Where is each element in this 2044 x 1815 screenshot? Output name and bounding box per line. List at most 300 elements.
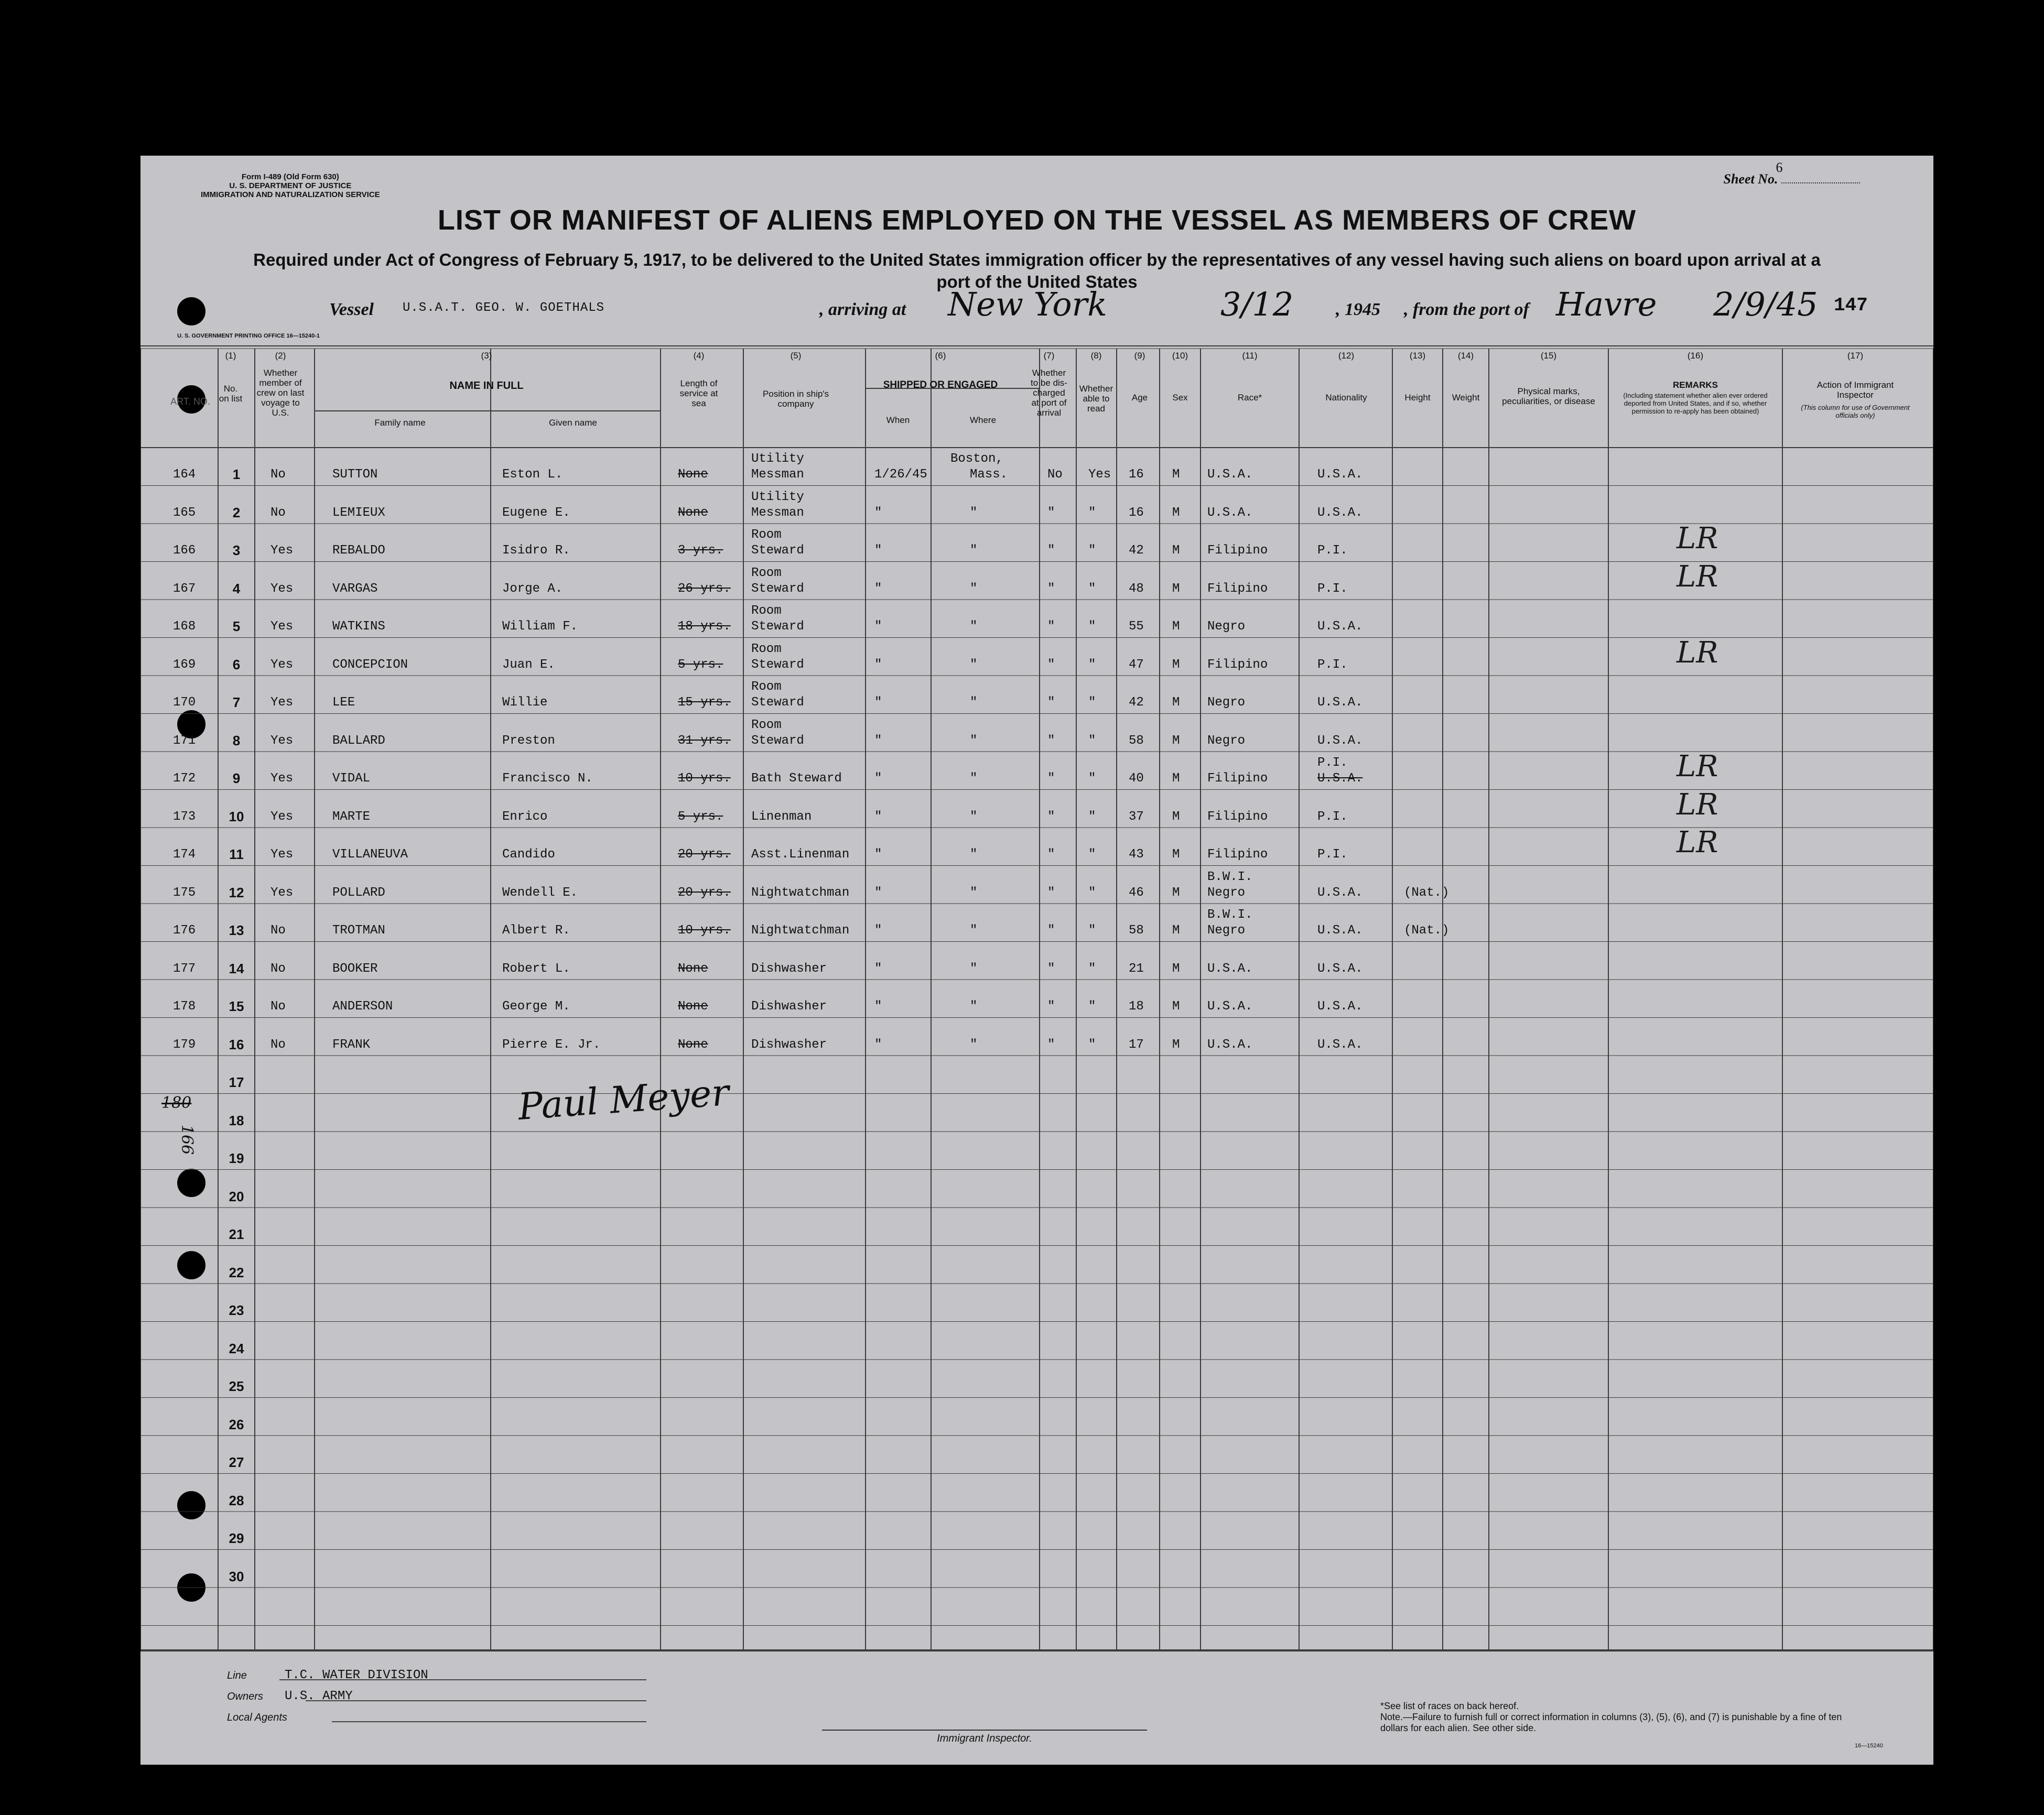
service-length: None [678,505,708,520]
given-name: Pierre E. Jr. [502,1037,601,1052]
service-length: 3 yrs. [678,544,723,558]
able-to-read: " [1088,620,1096,634]
family-name: TROTMAN [332,923,385,938]
height: (Nat.) [1404,885,1450,900]
col16-number: (16) [1687,351,1704,361]
col13-header: Height [1404,393,1431,403]
col11-number: (11) [1242,351,1258,361]
col12-header: Nationality [1325,393,1367,403]
row-number: 7 [232,694,241,710]
local-agents-label: Local Agents [227,1712,287,1723]
nationality: U.S.A. [1317,468,1363,482]
row-number: 13 [229,922,244,938]
nationality: U.S.A. [1317,1037,1363,1052]
col2-number: (2) [275,351,286,361]
service-length: 10 yrs. [678,771,731,786]
col4-number: (4) [693,351,705,361]
last-voyage: No [271,468,286,482]
family-name: VIDAL [332,771,371,786]
nationality: U.S.A. [1317,885,1363,900]
shipped-when: " [874,923,882,938]
nationality: P.I. [1317,809,1348,824]
col11-header: Race* [1237,393,1262,403]
margin-note: 166 [178,1124,197,1155]
art-number: 172 [173,771,196,786]
row-number: 18 [229,1112,244,1128]
shipped-where-line2: " [970,620,978,634]
given-name: Willie [502,695,548,710]
col8-header: Whether able to read [1079,384,1113,414]
department-name: U. S. DEPARTMENT OF JUSTICE [229,181,352,190]
discharged: " [1047,847,1055,862]
shipped-when: " [874,1037,882,1052]
footer-notes [1380,1701,1852,1734]
nationality: U.S.A. [1317,999,1363,1014]
service-length: 20 yrs. [678,885,731,900]
remarks-initials: LR [1677,521,1718,556]
col9-header: Age [1131,393,1148,403]
page-subtitle: Required under Act of Congress of February 5, 1917, to be delivered to the United States immigration officer by the representatives of any vessel having such aliens on board upon arrival at a port of the United States [253,250,1821,291]
family-name: WATKINS [332,620,385,634]
discharged: " [1047,1037,1055,1052]
sex: M [1172,847,1180,862]
remarks-initials: LR [1677,825,1718,860]
col15-header: Physical marks, peculiarities, or disease [1502,386,1595,406]
form-number: Form I-489 (Old Form 630) [241,172,339,181]
family-name: BALLARD [332,733,385,748]
row-number: 23 [229,1302,244,1318]
nationality: P.I. [1317,544,1348,558]
row-number: 30 [229,1568,244,1584]
race: U.S.A. [1207,468,1253,482]
shipped-where-line2: " [970,885,978,900]
last-voyage: Yes [271,695,294,710]
last-voyage: Yes [271,847,294,862]
row-number: 4 [232,580,241,596]
art-number: 166 [173,544,196,558]
nationality: P.I. [1317,581,1348,596]
position-line2: Steward [751,695,804,710]
service-length: None [678,1037,708,1052]
age: 58 [1129,733,1144,748]
sex: M [1172,544,1180,558]
able-to-read: " [1088,581,1096,596]
discharged: " [1047,657,1055,672]
age: 43 [1129,847,1144,862]
able-to-read: " [1088,809,1096,824]
art-number: 167 [173,581,196,596]
shipped-where-line2: " [970,657,978,672]
family-name: POLLARD [332,885,385,900]
last-voyage: Yes [271,620,294,634]
position-line1: Room [751,718,782,732]
discharged: " [1047,505,1055,520]
given-name: Eston L. [502,468,563,482]
arriving-date: 3/12 [1220,285,1294,323]
age: 16 [1129,505,1144,520]
nationality: U.S.A. [1317,733,1363,748]
discharged: " [1047,809,1055,824]
row-number: 28 [229,1492,244,1508]
shipped-where-line2: " [970,581,978,596]
family-name: REBALDO [332,544,385,558]
family-name: CONCEPCION [332,657,408,672]
last-voyage: No [271,923,286,938]
able-to-read: " [1088,733,1096,748]
family-name: SUTTON [332,468,378,482]
given-name: Eugene E. [502,505,570,520]
shipped-when: " [874,885,882,900]
last-voyage: No [271,505,286,520]
age: 48 [1129,581,1144,596]
given-name: Enrico [502,809,548,824]
row-number: 27 [229,1454,244,1470]
family-name: VILLANEUVA [332,847,408,862]
position-line2: Dishwasher [751,999,827,1014]
able-to-read: " [1088,771,1096,786]
shipped-when: " [874,620,882,634]
race: U.S.A. [1207,999,1253,1014]
age: 17 [1129,1037,1144,1052]
arriving-label: , arriving at [819,300,906,319]
discharged: " [1047,733,1055,748]
service-length: 18 yrs. [678,620,731,634]
arrival-year: , 1945 [1336,300,1380,319]
nationality: P.I. [1317,847,1348,862]
col2-header: Whether member of crew on last voyage to U.S. [256,368,305,418]
from-port: Havre [1556,285,1657,323]
col5-number: (5) [790,351,802,361]
row-number: 12 [229,884,244,900]
discharged: " [1047,544,1055,558]
able-to-read: " [1088,657,1096,672]
able-to-read: Yes [1088,468,1111,482]
remarks-initials: LR [1677,749,1718,784]
race: U.S.A. [1207,1037,1253,1052]
art-number: 171 [173,733,196,748]
age: 58 [1129,923,1144,938]
col12-number: (12) [1338,351,1355,361]
family-name: LEMIEUX [332,505,385,520]
race: Negro [1207,733,1246,748]
shipped-when: " [874,695,882,710]
last-voyage: Yes [271,544,294,558]
age: 46 [1129,885,1144,900]
form-code: 16—15240 [1855,1743,1883,1749]
art-number: 173 [173,809,196,824]
from-port-label: , from the port of [1404,300,1529,319]
race: Negro [1207,695,1246,710]
position-line2: Dishwasher [751,961,827,976]
line-underline [279,1679,646,1680]
position-line2: Steward [751,620,804,634]
able-to-read: " [1088,999,1096,1014]
position-line2: Messman [751,468,804,482]
sex: M [1172,733,1180,748]
sex: M [1172,505,1180,520]
race: U.S.A. [1207,505,1253,520]
last-voyage: Yes [271,885,294,900]
sex: M [1172,581,1180,596]
family-name: MARTE [332,809,371,824]
row-number: 29 [229,1530,244,1546]
remarks-initials: LR [1677,559,1718,594]
nationality: U.S.A. [1317,961,1363,976]
last-voyage: Yes [271,581,294,596]
race: Negro [1207,923,1246,938]
position-line2: Steward [751,581,804,596]
nationality: P.I. [1317,657,1348,672]
row-number: 3 [232,542,241,558]
position-line2: Nightwatchman [751,885,850,900]
shipped-where-line2: " [970,999,978,1014]
row-number: 22 [229,1264,244,1280]
age: 18 [1129,999,1144,1014]
col14-header: Weight [1452,393,1480,403]
discharged: " [1047,885,1055,900]
service-length: 5 yrs. [678,657,723,672]
nationality: U.S.A. [1317,923,1363,938]
sex: M [1172,468,1180,482]
sheet-number [1723,160,1861,187]
shipped-where-line2: " [970,695,978,710]
art-no-header: ART. NO. [170,396,210,407]
service-length: 5 yrs. [678,809,723,824]
given-name: Juan E. [502,657,555,672]
given-name: Francisco N. [502,771,593,786]
row-number: 16 [229,1036,244,1052]
position-line1: Room [751,604,782,618]
footer-fields [227,1665,428,1728]
given-name: Wendell E. [502,885,578,900]
service-length: None [678,961,708,976]
able-to-read: " [1088,505,1096,520]
row-number: 11 [229,846,244,862]
col17-header: Action of Immigrant Inspector [1816,380,1894,400]
position-line2: Messman [751,505,804,520]
printing-office-note: U. S. GOVERNMENT PRINTING OFFICE 16—15240-1 [177,333,320,339]
sheet-number-value: 6 [1776,160,1783,175]
discharged: " [1047,961,1055,976]
art-number: 165 [173,505,196,520]
art-number: 179 [173,1037,196,1052]
owners-label: Owners [227,1691,263,1702]
able-to-read: " [1088,961,1096,976]
manifest-sheet [140,156,1933,1765]
shipped-where-line2: " [970,544,978,558]
race: Filipino [1207,809,1268,824]
where-header: Where [969,415,997,425]
position-line1: Room [751,642,782,656]
row-number: 24 [229,1340,244,1356]
owners-underline [306,1700,646,1701]
service-length: None [678,468,708,482]
shipped-where-line2: " [970,809,978,824]
service-length: 15 yrs. [678,695,731,710]
col3-header: NAME IN FULL [449,380,524,392]
age: 55 [1129,620,1144,634]
position-line1: Room [751,566,782,580]
art-number: 168 [173,620,196,634]
nationality: U.S.A. [1317,695,1363,710]
col10-number: (10) [1172,351,1188,361]
art-number: 169 [173,657,196,672]
row-number: 21 [229,1226,244,1242]
col6-number: (6) [935,351,946,361]
position-line2: Dishwasher [751,1037,827,1052]
given-name: Albert R. [502,923,570,938]
col17-number: (17) [1847,351,1864,361]
family-name-header: Family name [374,418,426,428]
col8-number: (8) [1090,351,1102,361]
col17-subheader: (This column for use of Government officials only) [1801,404,1910,419]
races-note: *See list of races on back hereof. [1380,1701,1519,1711]
col16-subheader: (Including statement whether alien ever ordered deported from United States, and if so, whether permission to re-apply has been obtained) [1623,392,1768,415]
col9-number: (9) [1134,351,1145,361]
row-number: 15 [229,998,244,1014]
able-to-read: " [1088,1037,1096,1052]
discharged: " [1047,771,1055,786]
sex: M [1172,620,1180,634]
able-to-read: " [1088,847,1096,862]
sex: M [1172,695,1180,710]
service-length: 31 yrs. [678,733,731,748]
col14-number: (14) [1457,351,1474,361]
race: Filipino [1207,581,1268,596]
shipped-when: " [874,657,882,672]
service-length: 26 yrs. [678,581,731,596]
family-name: LEE [332,695,355,710]
nationality: U.S.A. [1317,620,1363,634]
last-voyage: No [271,1037,286,1052]
arriving-port: New York [948,285,1107,323]
able-to-read: " [1088,885,1096,900]
shipped-when: " [874,961,882,976]
last-voyage: No [271,999,286,1014]
row-number: 5 [232,618,241,634]
row-number: 17 [229,1074,244,1090]
immigrant-inspector-signature-line: Immigrant Inspector. [822,1730,1147,1745]
race: Filipino [1207,657,1268,672]
art-number: 174 [173,847,196,862]
age: 47 [1129,657,1144,672]
shipped-when: " [874,505,882,520]
punch-hole [177,297,206,325]
race: Negro [1207,620,1246,634]
sex: M [1172,771,1180,786]
col5-header: Position in ship's company [762,389,829,409]
position-line1: Room [751,680,782,694]
given-name: Candido [502,847,555,862]
able-to-read: " [1088,544,1096,558]
sheet-number-label: Sheet No. [1723,171,1778,187]
position-line1: Utility [751,452,804,466]
shipped-when: " [874,544,882,558]
race: U.S.A. [1207,961,1253,976]
age: 40 [1129,771,1144,786]
position-line2: Asst.Linenman [751,847,850,862]
row-number: 2 [232,504,241,520]
given-name: Robert L. [502,961,570,976]
shipped-where-line2: " [970,771,978,786]
shipped-when: " [874,733,882,748]
line-value: T.C. WATER DIVISION [285,1668,428,1682]
shipped-when: 1/26/45 [874,468,927,482]
race: Filipino [1207,771,1268,786]
sex: M [1172,923,1180,938]
discharged: " [1047,695,1055,710]
service-length: 10 yrs. [678,923,731,938]
art-number: 176 [173,923,196,938]
nationality: U.S.A. [1317,771,1363,786]
col1-header: No. on list [219,384,243,404]
when-header: When [886,415,910,425]
shipped-when: " [874,771,882,786]
col10-header: Sex [1172,393,1188,403]
signature: Paul Meyer [516,1071,731,1128]
row-number: 25 [229,1378,244,1394]
art-number: 177 [173,961,196,976]
position-line2: Steward [751,657,804,672]
col3-number: (3) [481,351,492,361]
col7-number: (7) [1043,351,1055,361]
remarks-initials: LR [1677,635,1718,670]
sex: M [1172,1037,1180,1052]
shipped-when: " [874,847,882,862]
age: 21 [1129,961,1144,976]
line-label: Line [227,1670,247,1681]
position-line2: Steward [751,733,804,748]
given-name: George M. [502,999,570,1014]
shipped-when: " [874,999,882,1014]
shipped-where-line2: " [970,961,978,976]
discharged: " [1047,620,1055,634]
art-number: 164 [173,468,196,482]
sex: M [1172,961,1180,976]
page-number: 147 [1834,295,1868,316]
sex: M [1172,999,1180,1014]
race: Negro [1207,885,1246,900]
row-number: 1 [232,466,241,482]
vessel-name: U.S.A.T. GEO. W. GOETHALS [403,301,605,315]
position-line2: Nightwatchman [751,923,850,938]
position-line2: Steward [751,544,804,558]
position-line1: Room [751,528,782,542]
art-number: 170 [173,695,196,710]
struck-art-number: 180 [161,1094,192,1112]
row-number: 20 [229,1188,244,1204]
row-number: 26 [229,1416,244,1432]
last-voyage: No [271,961,286,976]
shipped-where-line2: " [970,847,978,862]
vessel-label: Vessel [329,300,374,319]
race: Filipino [1207,544,1268,558]
given-name-header: Given name [549,418,597,428]
last-voyage: Yes [271,733,294,748]
row-number: 8 [232,732,241,748]
able-to-read: " [1088,695,1096,710]
from-date: 2/9/45 [1713,285,1818,323]
discharged: " [1047,581,1055,596]
col13-number: (13) [1409,351,1426,361]
height: (Nat.) [1404,923,1450,938]
last-voyage: Yes [271,657,294,672]
discharged: " [1047,999,1055,1014]
art-number: 175 [173,885,196,900]
col15-number: (15) [1540,351,1557,361]
age: 42 [1129,695,1144,710]
shipped-when: " [874,581,882,596]
